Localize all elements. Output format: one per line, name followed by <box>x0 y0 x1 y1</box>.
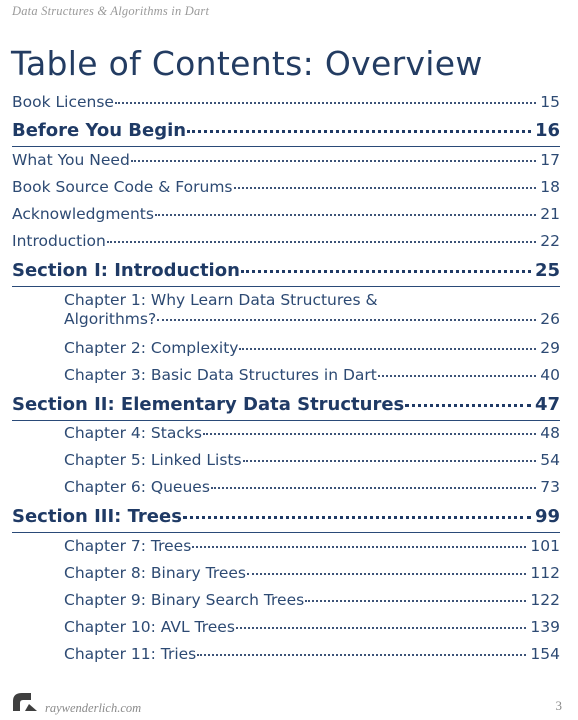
toc-entry-page: 18 <box>540 178 560 196</box>
toc-section-1-introduction[interactable] <box>12 260 560 281</box>
toc-entry-label-line1: Chapter 1: Why Learn Data Structures & <box>64 291 378 309</box>
toc-entry-label-line2: Algorithms? <box>64 310 157 328</box>
toc-entry-page: 17 <box>540 151 560 169</box>
toc-entry-what-you-need[interactable] <box>12 151 560 169</box>
toc-entry-page: 40 <box>540 366 560 384</box>
dot-leader <box>243 460 537 462</box>
toc-entry-label: Chapter 10: AVL Trees <box>64 618 235 636</box>
toc-entry-page: 26 <box>540 310 560 328</box>
toc-entry-book-license[interactable] <box>12 93 560 111</box>
toc-entry-chapter-11[interactable] <box>64 645 560 663</box>
toc-section-page: 16 <box>534 120 560 141</box>
toc-entry-label: Chapter 9: Binary Search Trees <box>64 591 305 609</box>
dot-leader <box>239 348 536 350</box>
dot-leader <box>115 102 536 104</box>
toc-section-label: Section III: Trees <box>12 506 182 527</box>
toc-entry-label: Acknowledgments <box>12 205 154 223</box>
toc-section-page: 47 <box>534 394 560 415</box>
toc-section-label: Section II: Elementary Data Structures <box>12 394 405 415</box>
dot-leader <box>378 375 536 377</box>
toc-section-page: 99 <box>534 506 560 527</box>
toc-entry-chapter-9[interactable] <box>64 591 560 609</box>
toc-entry-label: Chapter 11: Tries <box>64 645 197 663</box>
dot-leader <box>203 433 536 435</box>
toc-entry-page: 122 <box>530 591 560 609</box>
toc-section-label: Section I: Introduction <box>12 260 240 281</box>
dot-leader <box>197 654 526 656</box>
footer-site-name: raywenderlich.com <box>45 701 142 715</box>
toc-entry-acknowledgments[interactable] <box>12 205 560 223</box>
toc-entry-page: 15 <box>540 93 560 111</box>
toc-entry-introduction[interactable] <box>12 232 560 250</box>
footer-page-number: 3 <box>555 698 562 713</box>
toc-section-3-trees[interactable] <box>12 506 560 527</box>
dot-leader <box>155 214 536 216</box>
toc-entry-label: Book Source Code & Forums <box>12 178 233 196</box>
toc-entry-label: What You Need <box>12 151 130 169</box>
toc-entry-page: 29 <box>540 339 560 357</box>
toc-entry-chapter-1[interactable] <box>64 291 560 328</box>
toc-entry-page: 54 <box>540 451 560 469</box>
toc-entry-page: 101 <box>530 537 560 555</box>
dot-leader <box>107 241 536 243</box>
toc-entry-label: Chapter 7: Trees <box>64 537 192 555</box>
dot-leader <box>405 404 531 407</box>
toc-entry-chapter-2[interactable] <box>64 339 560 357</box>
dot-leader <box>247 573 526 575</box>
toc-entry-page: 154 <box>530 645 560 663</box>
dot-leader <box>187 130 531 133</box>
toc-section-label: Before You Begin <box>12 120 187 141</box>
toc-entry-chapter-6[interactable] <box>64 478 560 496</box>
dot-leader <box>241 270 531 273</box>
toc-section-2-elementary-data-structures[interactable] <box>12 394 560 415</box>
toc-entry-label: Chapter 8: Binary Trees <box>64 564 247 582</box>
toc-entry-page: 112 <box>530 564 560 582</box>
toc-entry-page: 21 <box>540 205 560 223</box>
dot-leader <box>234 187 537 189</box>
dot-leader <box>131 160 536 162</box>
toc-entry-chapter-4[interactable] <box>64 424 560 442</box>
toc-entry-chapter-7[interactable] <box>64 537 560 555</box>
toc-entry-source-code-forums[interactable] <box>12 178 560 196</box>
dot-leader <box>211 487 536 489</box>
page-title: Table of Contents: Overview <box>11 44 483 83</box>
toc-entry-chapter-3[interactable] <box>64 366 560 384</box>
toc-entry-label: Chapter 3: Basic Data Structures in Dart <box>64 366 377 384</box>
toc-entry-chapter-8[interactable] <box>64 564 560 582</box>
running-header: Data Structures & Algorithms in Dart <box>12 4 210 18</box>
dot-leader <box>305 600 526 602</box>
toc-entry-page: 48 <box>540 424 560 442</box>
toc-entry-chapter-5[interactable] <box>64 451 560 469</box>
toc-entry-label: Chapter 4: Stacks <box>64 424 202 442</box>
toc-entry-label: Introduction <box>12 232 106 250</box>
toc-entry-label: Chapter 6: Queues <box>64 478 210 496</box>
toc-section-before-you-begin[interactable] <box>12 120 560 141</box>
toc-entry-label: Chapter 2: Complexity <box>64 339 239 357</box>
toc-entry-page: 139 <box>530 618 560 636</box>
raywenderlich-logo-icon <box>12 692 38 712</box>
toc-section-page: 25 <box>534 260 560 281</box>
toc-entry-page: 73 <box>540 478 560 496</box>
dot-leader <box>236 627 526 629</box>
toc-entry-label: Chapter 5: Linked Lists <box>64 451 242 469</box>
dot-leader <box>157 319 536 321</box>
toc-entry-chapter-10[interactable] <box>64 618 560 636</box>
dot-leader <box>192 546 526 548</box>
dot-leader <box>183 516 531 519</box>
toc-entry-page: 22 <box>540 232 560 250</box>
toc-entry-label: Book License <box>12 93 114 111</box>
